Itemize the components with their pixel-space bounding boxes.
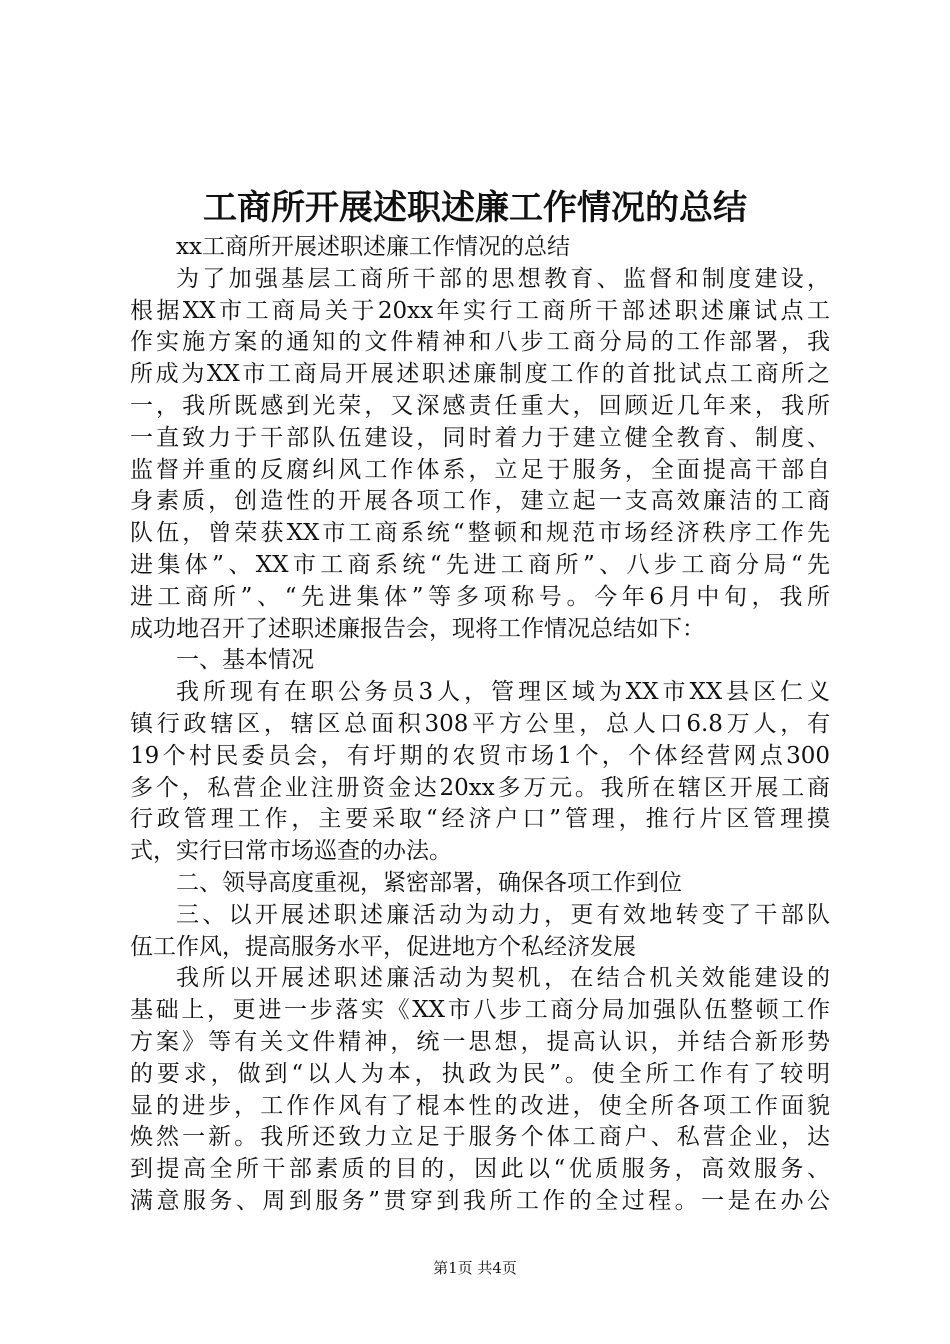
- body-line: 一、基本情况: [176, 647, 314, 674]
- document-body: [130, 232, 830, 1218]
- body-line: 显的进步，工作作风有了棍本性的改进，使全所各项工作面貌: [130, 1092, 830, 1119]
- body-line: 为了加强基层工商所干部的思想教育、监督和制度建设，: [176, 265, 830, 292]
- document-title: 工商所开展述职述廉工作情况的总结: [203, 188, 747, 228]
- body-line: 一，我所既感到光荣，又深感责任重大，回顾近几年来，我所: [130, 392, 830, 419]
- body-line: 我所以开展述职述廉活动为契机，在结合机关效能建设的: [176, 965, 830, 992]
- body-line: 19个村民委员会，有圩期的农贸市场1个，个体经营网点300: [130, 742, 830, 769]
- body-line: 镇行政辖区，辖区总面积308平方公里，总人口6.8万人，有: [130, 710, 830, 737]
- body-line: 成功地召开了述职述廉报告会，现将工作情况总结如下：: [130, 615, 705, 642]
- body-line: 我所现有在职公务员3人，管理区域为XX市XX县区仁义: [176, 679, 830, 706]
- body-line: 监督并重的反腐纠风工作体系，立足于服务，全面提高干部自: [130, 456, 830, 483]
- body-line: 二、领导高度重视，紧密部署，确保各项工作到位: [176, 869, 682, 896]
- body-line: 队伍，曾荣获XX市工商系统“整顿和规范市场经济秩序工作先: [130, 520, 830, 547]
- body-line: 行政管理工作，主要采取“经济户口”管理，推行片区管理摸: [130, 806, 830, 833]
- body-line: 一直致力于干部队伍建设，同时着力于建立健全教育、制度、: [130, 424, 830, 451]
- body-line: 身素质，创造性的开展各项工作，建立起一支高效廉洁的工商: [130, 488, 830, 515]
- body-line: 的要求，做到“以人为本，执政为民”。使全所工作有了较明: [130, 1060, 830, 1087]
- body-line: 式，实行曰常市场巡查的办法。: [130, 838, 452, 865]
- body-line: 伍工作风，提高服务水平，促进地方个私经济发展: [130, 933, 636, 960]
- body-line: 作实施方案的通知的文件精神和八步工商分局的工作部署，我: [130, 329, 830, 356]
- body-line: 基础上，更进一步落实《XX市八步工商分局加强队伍整顿工作: [130, 997, 830, 1024]
- body-line: xx工商所开展述职述廉工作情况的总结: [176, 234, 570, 260]
- body-line: 多个，私营企业注册资金达20xx多万元。我所在辖区开展工商: [130, 774, 830, 801]
- body-line: 焕然一新。我所还致力立足于服务个体工商户、私营企业，达: [130, 1124, 830, 1151]
- body-line: 到提高全所干部素质的目的，因此以“优质服务，高效服务、: [130, 1156, 830, 1183]
- body-line: 进工商所”、“先进集体”等多项称号。今年6月中旬，我所: [130, 583, 830, 610]
- body-line: 三、以开展述职述廉活动为动力，更有效地转变了干部队: [176, 901, 830, 928]
- body-line: 方案》等有关文件精神，统一思想，提高认识，并结合新形势: [130, 1028, 830, 1055]
- page-footer: 第1页 共4页: [433, 1259, 517, 1277]
- body-line: 根据XX市工商局关于20xx年实行工商所干部述职述廉试点工: [130, 297, 830, 324]
- body-line: 满意服务、周到服务”贯穿到我所工作的全过程。一是在办公: [130, 1187, 830, 1214]
- body-line: 进集体”、XX市工商系统“先进工商所”、八步工商分局“先: [130, 551, 830, 578]
- body-line: 所成为XX市工商局开展述职述廉制度工作的首批试点工商所之: [130, 361, 830, 388]
